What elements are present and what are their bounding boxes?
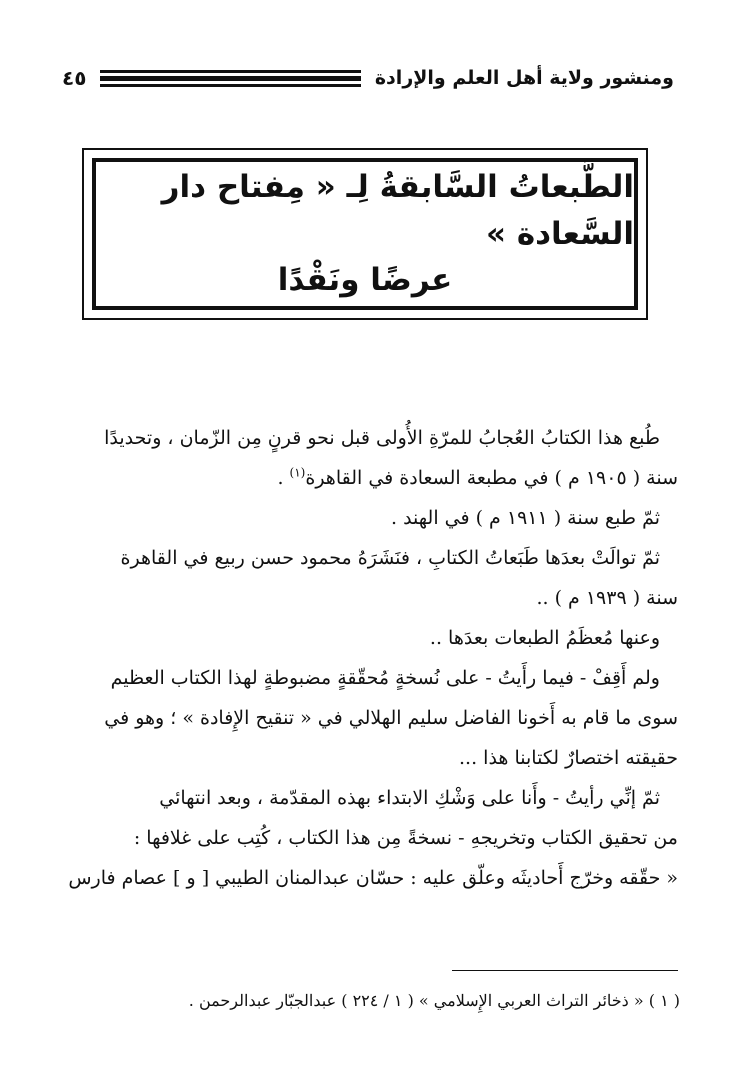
paragraph-6-line-3: « حقّقه وخرّج أَحاديثَه وعلّق عليه : حسّان عبدالمنان الطيبي [ و ] عصام فارس xyxy=(68,867,678,889)
section-title-line-1: الطَّبعاتُ السَّابقةُ لِـ « مِفتاح دار السَّعادة » xyxy=(161,169,634,252)
paragraph-1-end: . xyxy=(277,467,290,489)
running-title: ومنشور ولاية أهل العلم والإرادة xyxy=(374,67,674,89)
paragraph-1-line-2 xyxy=(62,458,678,498)
section-title-line-2: عرضًا ونَقْدًا xyxy=(277,262,453,299)
header-rule xyxy=(100,70,360,87)
paragraph-4: وعنها مُعظَمُ الطبعات بعدَها .. xyxy=(429,627,660,649)
body-text xyxy=(62,418,678,898)
paragraph-3-line-2: سنة ( ١٩٣٩ م ) .. xyxy=(536,587,678,609)
footnote-marker: (١) xyxy=(289,465,306,480)
footnote-separator xyxy=(452,970,678,971)
paragraph-2: ثمّ طبع سنة ( ١٩١١ م ) في الهند . xyxy=(390,507,660,529)
paragraph-3-line-1: ثمّ توالَتْ بعدَها طَبَعاتُ الكتابِ ، فنَشَرَهُ محمود حسن ربيع في القاهرة xyxy=(120,547,660,569)
paragraph-1-text: سنة ( ١٩٠٥ م ) في مطبعة السعادة في القاهرة xyxy=(305,467,678,489)
paragraph-1-line-1: طُبع هذا الكتابُ العُجابُ للمرّةِ الأُولى قبل نحو قرنٍ مِن الزّمان ، وتحديدًا xyxy=(104,427,660,449)
section-title-box xyxy=(82,148,648,320)
paragraph-6-line-2: من تحقيق الكتاب وتخريجهِ - نسخةً مِن هذا الكتاب ، كُتِب على غلافها : xyxy=(133,827,678,849)
paragraph-5-line-2: سوى ما قام به أَخونا الفاضل سليم الهلالي في « تنقيح الإِفادة » ؛ وهو في xyxy=(104,707,678,729)
paragraph-6-line-1: ثمّ إنِّي رأيتُ - وأَنا على وَشْكِ الابتداء بهذه المقدّمة ، وبعد انتهائي xyxy=(159,787,660,809)
page-number: ٤٥ xyxy=(62,66,87,90)
footnote: ( ١ ) « ذخائر التراث العربي الإِسلامي » ( ١ / ٢٢٤ ) عبدالجبّار عبدالرحمن . xyxy=(188,991,680,1010)
paragraph-5-line-1: ولم أَقِفْ - فيما رأَيتُ - على نُسخةٍ مُحقّقةٍ مضبوطةٍ لهذا الكتاب العظيم xyxy=(110,667,660,689)
page-header xyxy=(62,60,674,96)
paragraph-5-line-3: حقيقته اختصارٌ لكتابنا هذا ... xyxy=(459,747,678,769)
